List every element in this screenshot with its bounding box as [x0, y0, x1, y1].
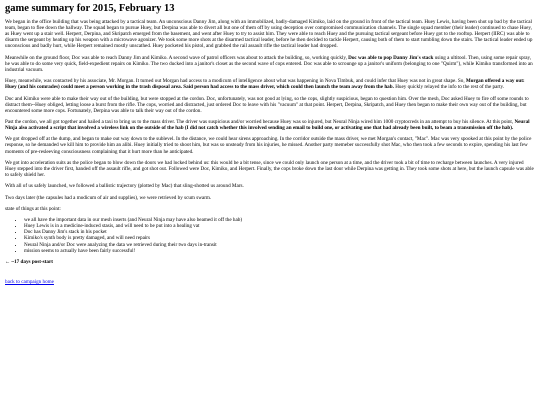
paragraph-text: Two days later (the capsules had a modicum of air and supplies), we were retrieved by scum swarm. [5, 194, 212, 201]
list-item: • Doc has Danny Jim's stack in his pocket [24, 229, 535, 235]
paragraph-text: With all of us safely launched, we followed a ballistic trajectory (plotted by Mac) that sling-shotted us around Mars. [5, 183, 244, 190]
paragraph-text: Huey quickly relayed the info to the rest of the party. [393, 84, 505, 91]
days-post-start: ~17 days post-start [11, 258, 53, 265]
paragraph-text: Doc and Kimiko were able to make their way out of the building, but were stopped at the cordon. Doc, unfortunately, was not good at lying, so the cops, slightly suspicious, began to question him. Over the mesh, Doc asked Huey to fire off some rounds to distract them--Huey obliged, letting loose a burst from the rifle. The cops, worried and distracted, just ordered Doc to leave with his "vacuum" at that point. Herpert, Derpina, Skripatch, and Huey then began to make their own way out of the building, but encountered some more cops. Fortunately, Derpina was able to talk their way out of the cordon. [5, 95, 529, 114]
summary-paragraph [5, 19, 535, 49]
summary-paragraph [5, 55, 535, 73]
list-item: • Kimiko's synth body is pretty damaged, and will need repairs [24, 235, 535, 241]
list-item: • Neural Ninja and/or Doc were analyzing the data we retrieved during their two days in-transit [24, 242, 535, 248]
state-list [5, 217, 535, 254]
summary-paragraph [5, 78, 535, 90]
summary-paragraph [5, 160, 535, 178]
summary-paragraph [5, 183, 535, 189]
timeline-nav [5, 259, 535, 265]
emphasis-text: Doc was able to pop Danny Jim's stack [348, 54, 434, 61]
summary-paragraph [5, 206, 535, 212]
page-title: game summary for 2015, February 13 [5, 3, 175, 14]
emphasis-text: Morgan offered a way out: Huey (and his comrades) could meet a person working in the trash disposal area. Said person had access to the mass driver, which could then launch the team away from the hab. [5, 78, 525, 91]
paragraph-text: We got into acceleration suits as the police began to blow down the doors we had locked behind us: this would be a bit tense, since we could only launch one person at a time, and the driver took a bit of time to recharge between launches. A very injured Huey stepped into the driver first, handed off the assault rifle, and got shot out. Followed were Doc, Kimiko, and Herpert. Finally, the cops broke down the last door while Derpina was getting in. They took some shots at here, but the launch capsule was able to safely shield her. [5, 159, 534, 178]
summary-paragraph [5, 195, 535, 201]
emphasis-text: Neural Ninja also activated a script that involved a wireless link on the outside of the hab (I did not catch whether this involved sending an email to build one, or activating one that had already been built, to beam a transmission off the hab). [5, 118, 530, 132]
list-item: • we all have the important data in our mesh inserts (and Neural Ninja may have also beamed it off the hab) [24, 217, 535, 223]
summary-paragraph [5, 96, 535, 114]
summary-paragraph [5, 119, 535, 131]
paragraph-text: state of things at this point: [5, 205, 61, 212]
paragraph-text: Huey, meanwhile, was contacted by his associate, Mr. Morgan. It turned out Morgan had access to a modicum of intelligence about what was happening in Nova Timbuk, and could infer that Huey was not in great shape. So, [5, 78, 466, 85]
paragraph-text: Past the cordon, we all got together and hailed a taxi to bring us to the mass driver. The driver was suspicious and/or worried because Huey was so injured, but Neural Ninja wired him 1000 cryptocreds in an attempt to buy his silence. At this point, [5, 118, 515, 125]
paragraph-text: Meanwhile on the ground floor, Doc was able to reach Danny Jim and Kimiko. A second wave of patrol officers was about to attack the building, so, working quickly, [5, 54, 349, 61]
list-item: • mission seems to actually have been fairly successful! [24, 248, 535, 254]
paragraph-text: We began in the office building that was being attacked by a tactical team. An unconscious Danny Jim, along with an immobilized, badly-damaged Kimiko, laid on the ground in front of the tactical team. Huey Lewis, having been shot up bad by the tactical team, began to flee down the hallway. The squad began to pursue Huey, but Derpina was able to divert all but one of them off by using deception over compromised communication channels. The single squad member (their leader) continued to chase Huey, as Huey went up a stair well. Herpert, Derpina, and Skripatch emerged from the basement, and went after Huey to try to assist him. They were able to reach Huey and the pursuing tactical sergeant before Huey got to the rooftop. Herpert (IIRC) was able to disarm the sergeant by heating up his weapon with a microwave agonizer. We took some more shots at the disarmed tactical leader, before he then decided to tackle Herpert, causing both of them to start tumbling down the stairs. The tactical leader ended up unconscious and badly hurt, while Herpert remained mostly unscathed. Huey pocketed his pistol, and grabbed the rail assault rifle the tactical leader had dropped. [5, 19, 533, 50]
summary-body [5, 19, 535, 212]
paragraph-text: We got dropped off at the dump, and began to make out way down to the sublevel. In the distance, we could hear sirens approaching. In the corridor outside the mass driver, we met Morgan's contact, "Mac". Mac was very spooked at this point by the police response, so he demanded we kill him to provide him an alibi. Huey initially tried to shoot him, but was so unsteady from his injuries, he missed. Another party memeber successfully shot Mac, who then took a few seconds to expire, spending his last few moments of pre-resleeving consciousness complaining that it hurt more than he anticipated. [5, 136, 532, 155]
back-arrow-icon: ← [5, 258, 11, 265]
back-to-campaign-link[interactable]: back to campaign home [5, 279, 54, 286]
summary-paragraph [5, 136, 535, 154]
paragraph-text: using a ultitool. Then, using some repair spray, he was able to do some very quick, field-expedient repairs on Kimiko. The two ducked into a janitor's closet as the second wave of cops entered. Doc was able to scrounge up a janitor's uniform (belonging to one "Quirm"), while Kimiko transformed into an industrial vacuum. [5, 54, 533, 73]
list-item: • Huey Lewis is in a medicine-induced stasis, and will need to be put into a healing vat [24, 223, 535, 229]
